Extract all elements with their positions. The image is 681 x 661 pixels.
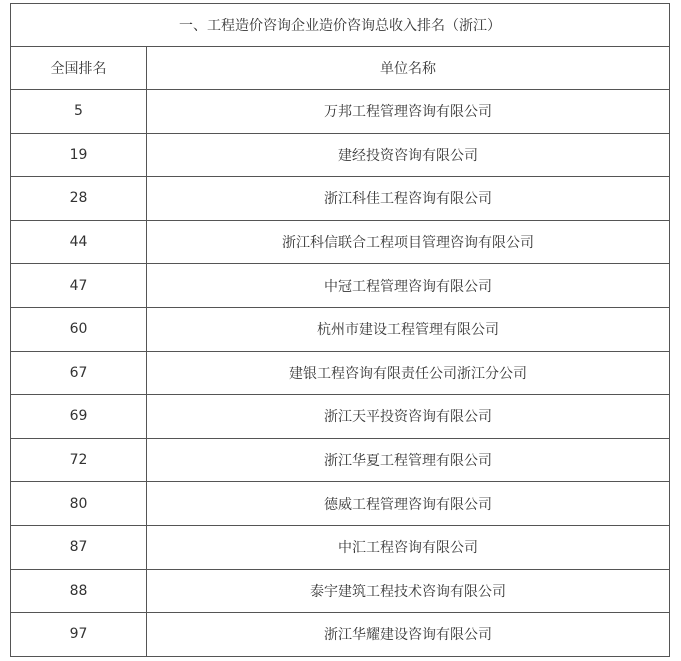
rank-cell: 80: [11, 482, 147, 526]
company-name-cell: 浙江科佳工程咨询有限公司: [147, 177, 670, 221]
table-row: [11, 307, 670, 351]
company-name-cell: 中冠工程管理咨询有限公司: [147, 264, 670, 308]
company-name-cell: 浙江天平投资咨询有限公司: [147, 395, 670, 439]
table-row: [11, 177, 670, 221]
table-title-row: [11, 4, 670, 47]
rank-cell: 5: [11, 90, 147, 134]
table-row: [11, 525, 670, 569]
company-name-cell: 建银工程咨询有限责任公司浙江分公司: [147, 351, 670, 395]
table-row: [11, 613, 670, 657]
rank-cell: 67: [11, 351, 147, 395]
table-row: [11, 90, 670, 134]
table-row: [11, 264, 670, 308]
company-name-cell: 德威工程管理咨询有限公司: [147, 482, 670, 526]
header-company-name: 单位名称: [147, 47, 670, 90]
rank-cell: 97: [11, 613, 147, 657]
table-row: [11, 351, 670, 395]
company-name-cell: 万邦工程管理咨询有限公司: [147, 90, 670, 134]
ranking-document: [10, 3, 669, 657]
rank-cell: 88: [11, 569, 147, 613]
company-name-cell: 杭州市建设工程管理有限公司: [147, 307, 670, 351]
company-name-cell: 中汇工程咨询有限公司: [147, 525, 670, 569]
rank-cell: 69: [11, 395, 147, 439]
company-name-cell: 泰宇建筑工程技术咨询有限公司: [147, 569, 670, 613]
rank-cell: 60: [11, 307, 147, 351]
rank-cell: 87: [11, 525, 147, 569]
rank-cell: 19: [11, 133, 147, 177]
rank-cell: 28: [11, 177, 147, 221]
company-name-cell: 浙江华耀建设咨询有限公司: [147, 613, 670, 657]
table-row: [11, 220, 670, 264]
table-row: [11, 438, 670, 482]
company-name-cell: 建经投资咨询有限公司: [147, 133, 670, 177]
table-row: [11, 133, 670, 177]
table-row: [11, 395, 670, 439]
ranking-table: [10, 3, 670, 657]
table-row: [11, 482, 670, 526]
company-name-cell: 浙江华夏工程管理有限公司: [147, 438, 670, 482]
table-header-row: [11, 47, 670, 90]
table-row: [11, 569, 670, 613]
company-name-cell: 浙江科信联合工程项目管理咨询有限公司: [147, 220, 670, 264]
table-title: 一、工程造价咨询企业造价咨询总收入排名（浙江）: [11, 4, 670, 47]
rank-cell: 44: [11, 220, 147, 264]
rank-cell: 47: [11, 264, 147, 308]
header-national-rank: 全国排名: [11, 47, 147, 90]
rank-cell: 72: [11, 438, 147, 482]
